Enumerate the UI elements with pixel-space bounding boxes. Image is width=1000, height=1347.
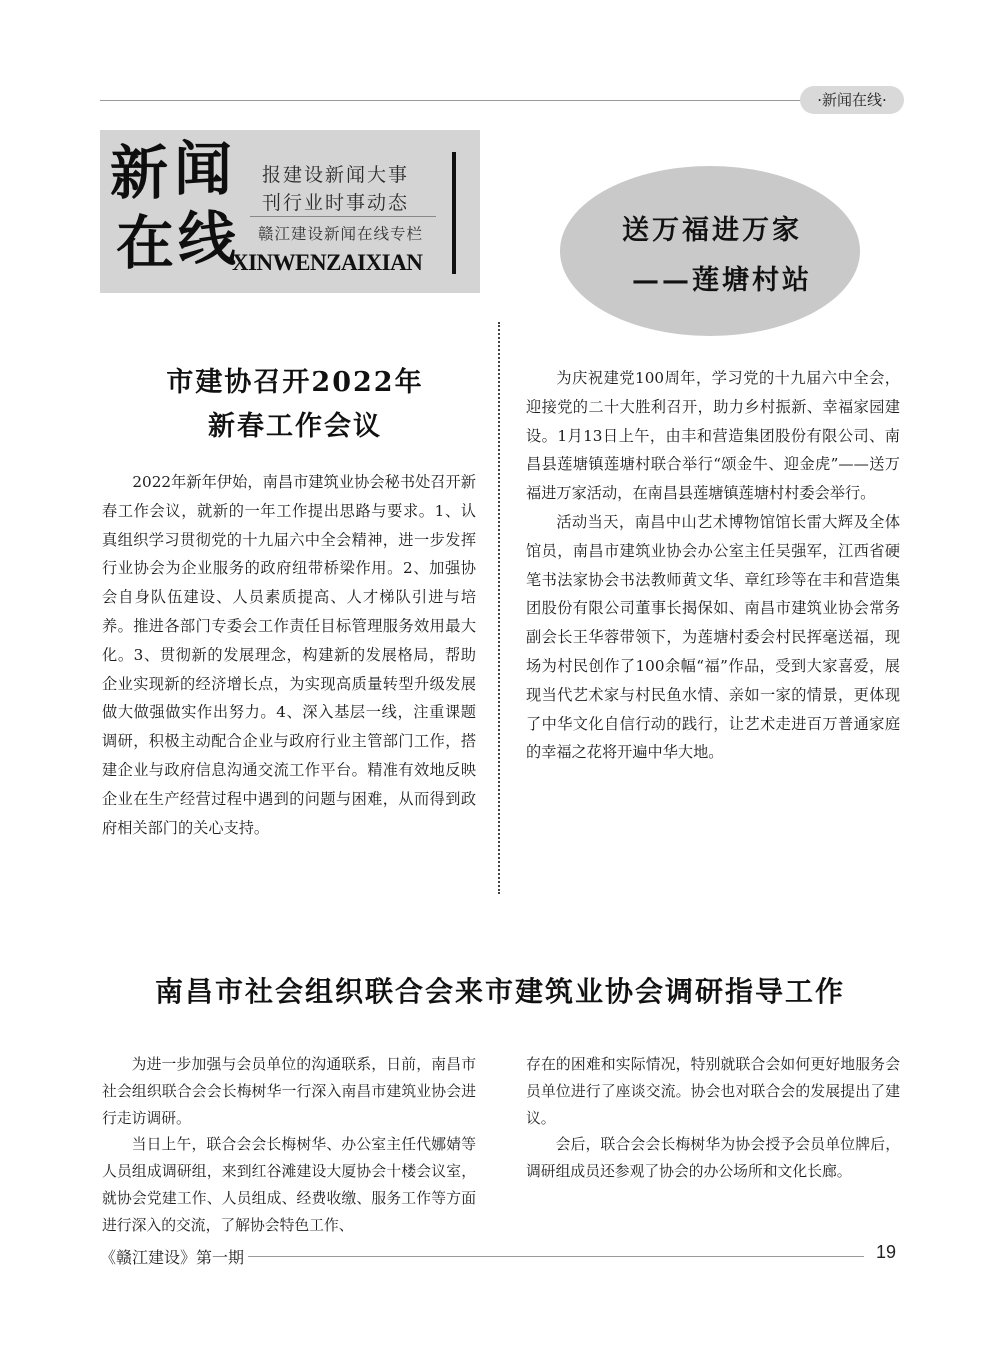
bottom-article-title: 南昌市社会组织联合会来市建筑业协会调研指导工作 — [154, 975, 845, 1008]
banner-art-char: 在 — [116, 209, 175, 277]
article-title-line1: 市建协召开2022年 — [166, 367, 424, 398]
banner-art-char: 闻 — [174, 135, 233, 203]
event-title-ellipse — [560, 166, 860, 336]
banner-slogan-2: 刊行业时事动态 — [262, 192, 410, 214]
left-article-body — [102, 468, 476, 842]
banner-separator — [250, 216, 436, 217]
banner-latin-title: XINWENZAIXIAN — [232, 250, 423, 275]
event-title-line2: ——莲塘村站 — [632, 265, 812, 296]
paragraph: 活动当天，南昌中山艺术博物馆馆长雷大辉及全体馆员，南昌市建筑业协会办公室主任吴强军，江西省硬笔书法家协会书法教师黄文华、章红珍等在丰和营造集团股份有限公司董事长揭保如、南昌市建筑业协会常务副会长王华蓉带领下，为莲塘村委会村民挥毫送福，现场为村民创作了100余幅“福”作品，受到大家喜爱，展现当代艺术家与村民鱼水情、亲如一家的情景，更体现了中华文化自信行动的践行，让艺术走进百万普通家庭的幸福之花将开遍中华大地。 — [526, 512, 900, 762]
event-title-line1: 送万福进万家 — [622, 215, 802, 246]
banner-vertical-bar — [452, 152, 456, 274]
banner-calligraphy-logo — [106, 136, 246, 286]
bottom-right-body — [526, 1052, 900, 1186]
paragraph: 2022年新年伊始，南昌市建筑业协会秘书处召开新春工作会议，就新的一年工作提出思路与要求。1、认真组织学习贯彻党的十九届六中全会精神，进一步发挥行业协会为企业服务的政府纽带桥梁作用。2、加强协会自身队伍建设、人员素质提高、人才梯队引进与培养。推进各部门专委会工作责任目标管理服务效用最大化。3、贯彻新的发展理念，构建新的发展格局，帮助企业实现新的经济增长点，为实现高质量转型升级发展做大做强做实作出努力。4、深入基层一线，注重课题调研，积极主动配合企业与政府行业主管部门工作，搭建企业与政府信息沟通交流工作平台。精准有效地反映企业在生产经营过程中遇到的问题与困难，从而得到政府相关部门的关心支持。 — [102, 473, 476, 837]
right-article-body — [526, 364, 900, 767]
column-divider — [498, 322, 500, 894]
paragraph: 会后，联合会会长梅树华为协会授予会员单位牌后，调研组成员还参观了协会的办公场所和文化长廊。 — [526, 1136, 900, 1181]
section-tab: ·新闻在线· — [800, 86, 904, 114]
bottom-left-body — [102, 1052, 476, 1240]
article-title-line2: 新春工作会议 — [208, 411, 382, 442]
footer-rule — [248, 1256, 864, 1257]
banner-slogan-1: 报建设新闻大事 — [262, 164, 410, 186]
banner-subtitle: 赣江建设新闻在线专栏 — [258, 225, 424, 243]
paragraph-continuation: 存在的困难和实际情况，特别就联合会如何更好地服务会员单位进行了座谈交流。协会也对联合会的发展提出了建议。 — [526, 1056, 900, 1127]
banner-art-char: 线 — [178, 205, 237, 273]
paragraph: 为进一步加强与会员单位的沟通联系，日前，南昌市社会组织联合会会长梅树华一行深入南昌市建筑业协会进行走访调研。 — [102, 1056, 476, 1127]
page-number: 19 — [876, 1242, 897, 1262]
publication-name: 《赣江建设》第一期 — [100, 1248, 245, 1267]
paragraph: 为庆祝建党100周年，学习党的十九届六中全会，迎接党的二十大胜利召开，助力乡村振新、幸福家园建设。1月13日上午，由丰和营造集团股份有限公司、南昌县莲塘镇莲塘村联合举行“颂金牛、迎金虎”——送万福进万家活动，在南昌县莲塘镇莲塘村村委会举行。 — [526, 369, 900, 503]
header-rule — [100, 100, 800, 101]
column-banner — [100, 130, 480, 293]
paragraph: 当日上午，联合会会长梅树华、办公室主任代娜婧等人员组成调研组，来到红谷滩建设大厦协会十楼会议室，就协会党建工作、人员组成、经费收缴、服务工作等方面进行深入的交流，了解协会特色工作、 — [102, 1136, 476, 1234]
banner-art-char: 新 — [110, 139, 169, 207]
